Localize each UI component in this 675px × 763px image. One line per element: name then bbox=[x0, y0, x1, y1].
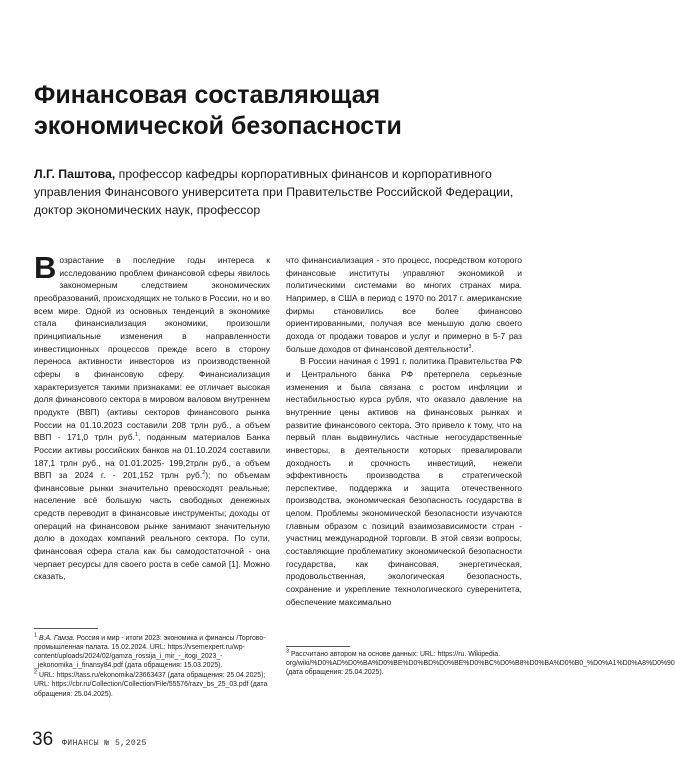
footnote-ref-1[interactable]: 1 bbox=[134, 432, 138, 439]
drop-cap: В bbox=[34, 250, 57, 285]
footnote-3 bbox=[286, 648, 675, 677]
footnotes-left bbox=[34, 634, 272, 700]
footnote-mark: 3 bbox=[286, 648, 290, 655]
footnote-text: URL: https://tass.ru/ekonomika/23663437 (дата обращения: 25.04.2025); URL: https://cbr.ru/Collection/Collection/File/55576/razv_bs_25_03.pdf (дата обращения: 25.04.2025). bbox=[34, 672, 268, 698]
body-column-right bbox=[286, 254, 522, 608]
paragraph: В России начиная с 1991 г. политика Правительства РФ и Центрального банка РФ претерпела серьезные изменения и была связана с ростом инфляции и нестабильностью курса рубля, что оказало давление на внутренние цены активов на финансовых рынках и развитие финансового сектора. Это привело к тому, что на первый план выдвинулись частные негосударственные инвесторы, в деятельности которых превалировали доходность и срочность инвестиций, нежели эффективность производства в стратегической перспективе, поддержка и защита отечественного производства, экономическая безопасность государства в целом. Проблемы экономической безопасности изучаются главным образом с позиций взаимозависимости стран - участниц международной торговли. В этой связи вопросы, составляющие проблематику экономической безопасности государства, как финансовая, энергетическая, продовольственная, экологическая безопасность, сохранение и укрепление технологического суверенитета, обеспечение максимально bbox=[286, 356, 522, 607]
footnote-text: Рассчитано автором на основе данных: URL: https://ru. Wikipedia. org/wiki/%D0%AD%D0%BA%D0%BE%D0%BD%D0%BE%D0%BC%D0%B8%D0%BA%D0%B0_%D0%A1%D0%A8%D0%90 (дата обращения: 25.04.2025). bbox=[286, 651, 675, 677]
footnote-author: В.А. Гамза. bbox=[38, 635, 75, 642]
footnote-mark: 2 bbox=[34, 670, 38, 677]
paragraph-text: . bbox=[471, 343, 474, 354]
author-affiliation: профессор кафедры корпоративных финансов и корпоративного управления Финансового университета при Правительстве Российской Федерации, доктор экономических наук, профессор bbox=[34, 167, 514, 217]
footnote-divider bbox=[34, 628, 98, 629]
footnote-mark: 1 bbox=[34, 632, 38, 639]
author-name: Л.Г. Паштова, bbox=[34, 167, 116, 181]
footnote-ref-2[interactable]: 2 bbox=[202, 470, 206, 477]
paragraph bbox=[286, 254, 522, 355]
paragraph-text: что финансиализация - это процесс, посредством которого финансовые институты управляют экономикой и политическими системами во многих странах мира. Например, в США в период с 1970 по 2017 г. американские фирмы становились все более финансово ориентированными, получая все меньшую долю своего дохода от продажи товаров и услуг и примерно в 5-7 раз больше доходов от финансовой деятельности bbox=[286, 255, 522, 354]
running-head: ФИНАНСЫ № 5,2025 bbox=[62, 739, 147, 748]
footnote-1 bbox=[34, 634, 272, 670]
paragraph-text: озрастание в последние годы интереса к исследованию проблем финансовой сферы явилось закономерным следствием экономических преобразований, происходящих не только в России, но и во всем мире. Одной из основных тенденций в экономике стала финансиализация экономики, произошли принципиальные изменения в направленности инвестиционных процессов прежде всего в сторону переноса активности инвесторов из производственной сферы в финансовую сферу. Финансиализация характеризуется такими признаками: ее отличает высокая доля финансового сектора в мировом валовом внутреннем продукте (ВВП) (активы секторов финансового рынка России на 01.10.2023 составили 208 трлн руб., а объем ВВП - 171,0 трлн руб. bbox=[34, 255, 270, 443]
footnote-divider bbox=[286, 646, 350, 647]
body-column-left bbox=[34, 250, 270, 583]
paragraph-text: ); по объемам финансовые рынки значительно превосходят реальные; население всё большую часть свободных денежных средств переводит в финансовые инструменты; доходы от операций на финансовом рынке занимают значительную долю в доходах компаний реального сектора. По сути, финансовая сфера стала как бы самодостаточной - она черпает ресурсы для своего роста в себе самой [1]. Можно сказать, bbox=[34, 470, 270, 582]
article-title: Финансовая составляющая экономической безопасности bbox=[34, 81, 402, 140]
footnote-ref-3[interactable]: 3 bbox=[468, 343, 472, 350]
paragraph-text: , поданным материалов Банка России активы российских банков на 01.10.2024 составили 187,1 трлн руб., на 01.01.2025- 199,2трлн руб., а объем ВВП за 2024 г. - 201,152 трлн руб. bbox=[34, 432, 270, 481]
author-block bbox=[34, 165, 514, 219]
paragraph bbox=[34, 250, 270, 583]
footnote-2 bbox=[34, 671, 272, 698]
footnotes-right bbox=[286, 648, 675, 678]
footnote-text: Россия и мир - итоги 2023: экономика и финансы /Торгово-промышленная палата. 15.02.2024. URL: https://vsemexpert.ru/wp-content/uploads/2024/02/gamza_rossija_i_mir_-_itogi_2023_-_jekonomika_i_finansy84.pdf (дата обращения: 15.03.2025). bbox=[34, 635, 266, 670]
page-number: 36 bbox=[32, 729, 54, 750]
